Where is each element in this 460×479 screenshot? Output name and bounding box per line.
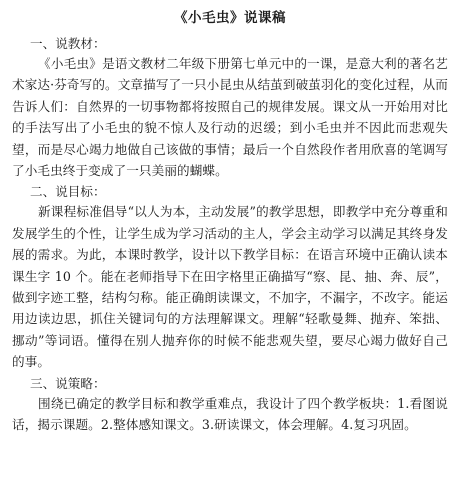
section-heading: 二、说目标：	[30, 184, 106, 200]
document-title: 《小毛虫》说课稿	[174, 10, 286, 26]
section-paragraph: 新课程标准倡导“以人为本，主动发展”的教学思想，即教学中充分尊重和发展学生的个性，让学生成为学习活动的主人，学会主动学习以满足其终身发展的需求。为此，本课时教学，设计以下教学目标：在语言环境中正确认读本课生字 10 个。能在老师指导下在田字格里正确描写“察、昆、抽、奔、辰”，做到字迹工整，结构匀称。能正确朗读课文，不加字，不漏字，不改字。能运用边读边思，抓住关键词句的方法理解课文。理解“轻歌曼舞、抛弃、笨拙、挪动”等词语。懂得在别人抛弃你的时候不能悲观失望，要尽心竭力做好自己的事。	[12, 204, 448, 370]
section-strategy	[12, 374, 448, 436]
section-heading: 一、说教材：	[30, 36, 106, 51]
section-paragraph: 《小毛虫》是语文教材二年级下册第七单元中的一课，是意大利的著名艺术家达·芬奇写的。文章描写了一只小昆虫从结茧到破茧羽化的变化过程，从而告诉人们：自然界的一切事物都将按照自己的规律发展。课文从一开始用对比的手法写出了小毛虫的貌不惊人及行动的迟缓；到小毛虫并不因此而悲观失望，而是尽心竭力地做自己该做的事情；最后一个自然段作者用欣喜的笔调写了小毛虫终于变成了一只美丽的蝴蝶。	[12, 56, 448, 179]
section-paragraph: 围绕已确定的教学目标和教学重难点，我设计了四个教学板块：1.看图说话，揭示课题。2.整体感知课文。3.研读课文，体会理解。4.复习巩固。	[12, 395, 448, 433]
section-heading: 三、说策略：	[30, 375, 106, 391]
section-objectives	[12, 182, 448, 372]
section-teaching-material	[12, 34, 448, 181]
